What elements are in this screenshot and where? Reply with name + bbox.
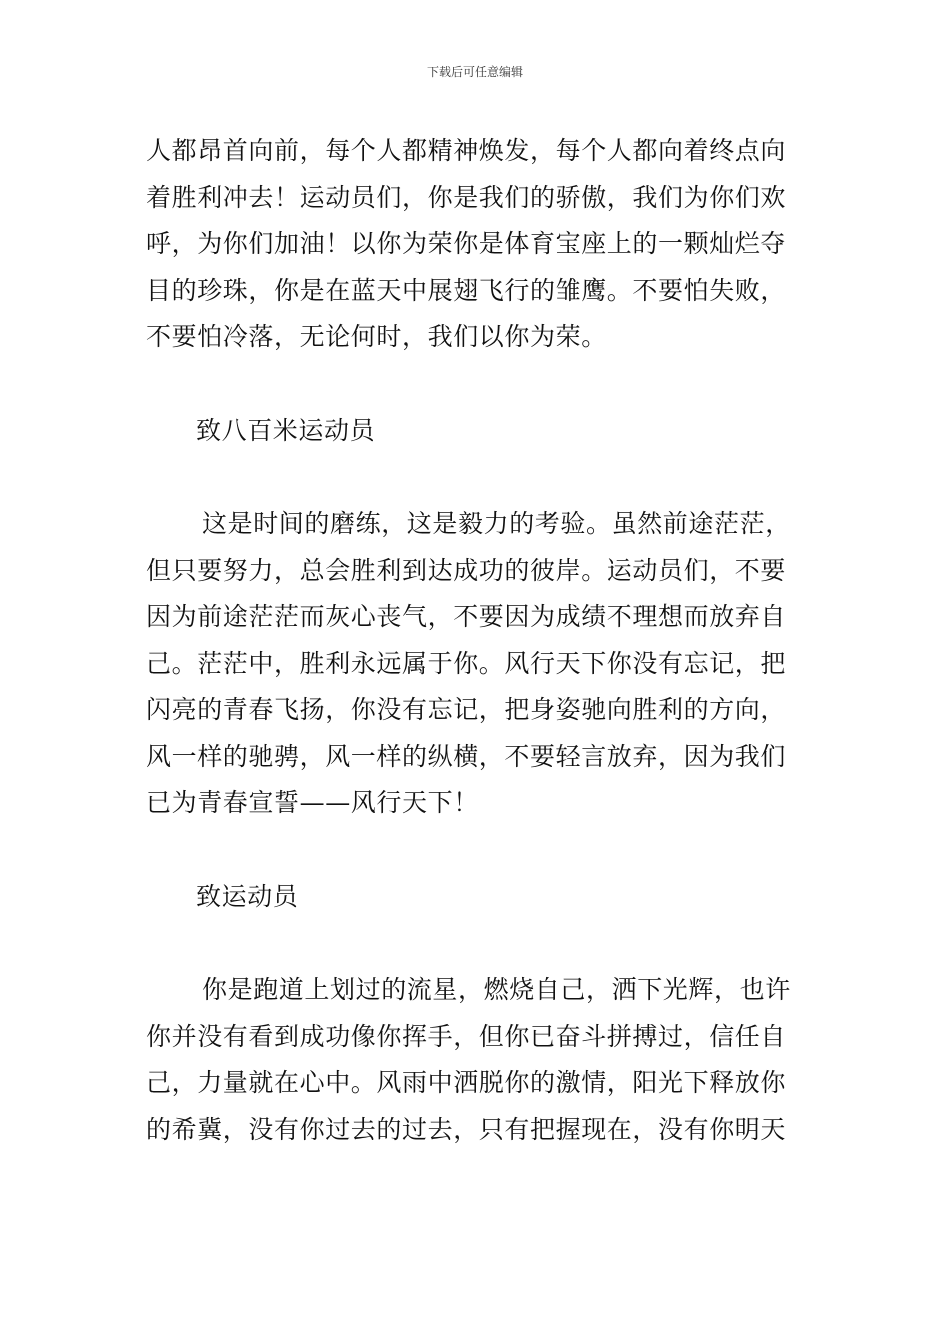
heading-text: 致运动员 bbox=[196, 881, 299, 911]
text-line: 已为青春宣誓——风行天下！ bbox=[146, 788, 479, 817]
text-line: 你是跑道上划过的流星，燃烧自己，洒下光辉，也许 bbox=[202, 975, 791, 1004]
text-line: 但只要努力，总会胜利到达成功的彼岸。运动员们，不要 bbox=[146, 555, 787, 585]
spacer bbox=[146, 361, 810, 408]
text-line: 己。茫茫中，胜利永远属于你。风行天下你没有忘记，把 bbox=[146, 648, 787, 678]
text-line: 闪亮的青春飞扬，你没有忘记，把身姿驰向胜利的方向， bbox=[146, 695, 787, 724]
section-heading-800m bbox=[146, 408, 810, 455]
spacer bbox=[146, 827, 810, 874]
paragraph-800m bbox=[146, 501, 810, 827]
spacer bbox=[146, 454, 810, 501]
text-line: 因为前途茫茫而灰心丧气，不要因为成绩不理想而放弃自 bbox=[146, 602, 787, 631]
text-line: 你并没有看到成功像你挥手，但你已奋斗拼搏过，信任自 bbox=[146, 1021, 787, 1051]
text-line: 的希冀，没有你过去的过去，只有把握现在，没有你明天 bbox=[146, 1114, 787, 1144]
document-body bbox=[146, 128, 810, 1153]
text-line: 着胜利冲去！运动员们，你是我们的骄傲，我们为你们欢 bbox=[146, 182, 787, 212]
text-line: 目的珍珠，你是在蓝天中展翅飞行的雏鹰。不要怕失败， bbox=[146, 275, 787, 305]
page-header: 下载后可任意编辑 bbox=[426, 65, 523, 79]
text-line: 呼，为你们加油！以你为荣你是体育宝座上的一颗灿烂夺 bbox=[146, 229, 787, 258]
paragraph-intro bbox=[146, 128, 810, 361]
text-line: 己，力量就在心中。风雨中洒脱你的激情，阳光下释放你 bbox=[146, 1068, 787, 1097]
section-heading-athletes bbox=[146, 874, 810, 921]
paragraph-athletes bbox=[146, 967, 810, 1153]
text-line: 风一样的驰骋，风一样的纵横，不要轻言放弃，因为我们 bbox=[146, 741, 787, 771]
heading-text: 致八百米运动员 bbox=[196, 415, 376, 445]
text-line: 人都昂首向前，每个人都精神焕发，每个人都向着终点向 bbox=[146, 136, 787, 165]
text-line: 不要怕冷落，无论何时，我们以你为荣。 bbox=[146, 322, 607, 351]
text-line: 这是时间的磨练，这是毅力的考验。虽然前途茫茫， bbox=[202, 509, 791, 538]
spacer bbox=[146, 920, 810, 967]
